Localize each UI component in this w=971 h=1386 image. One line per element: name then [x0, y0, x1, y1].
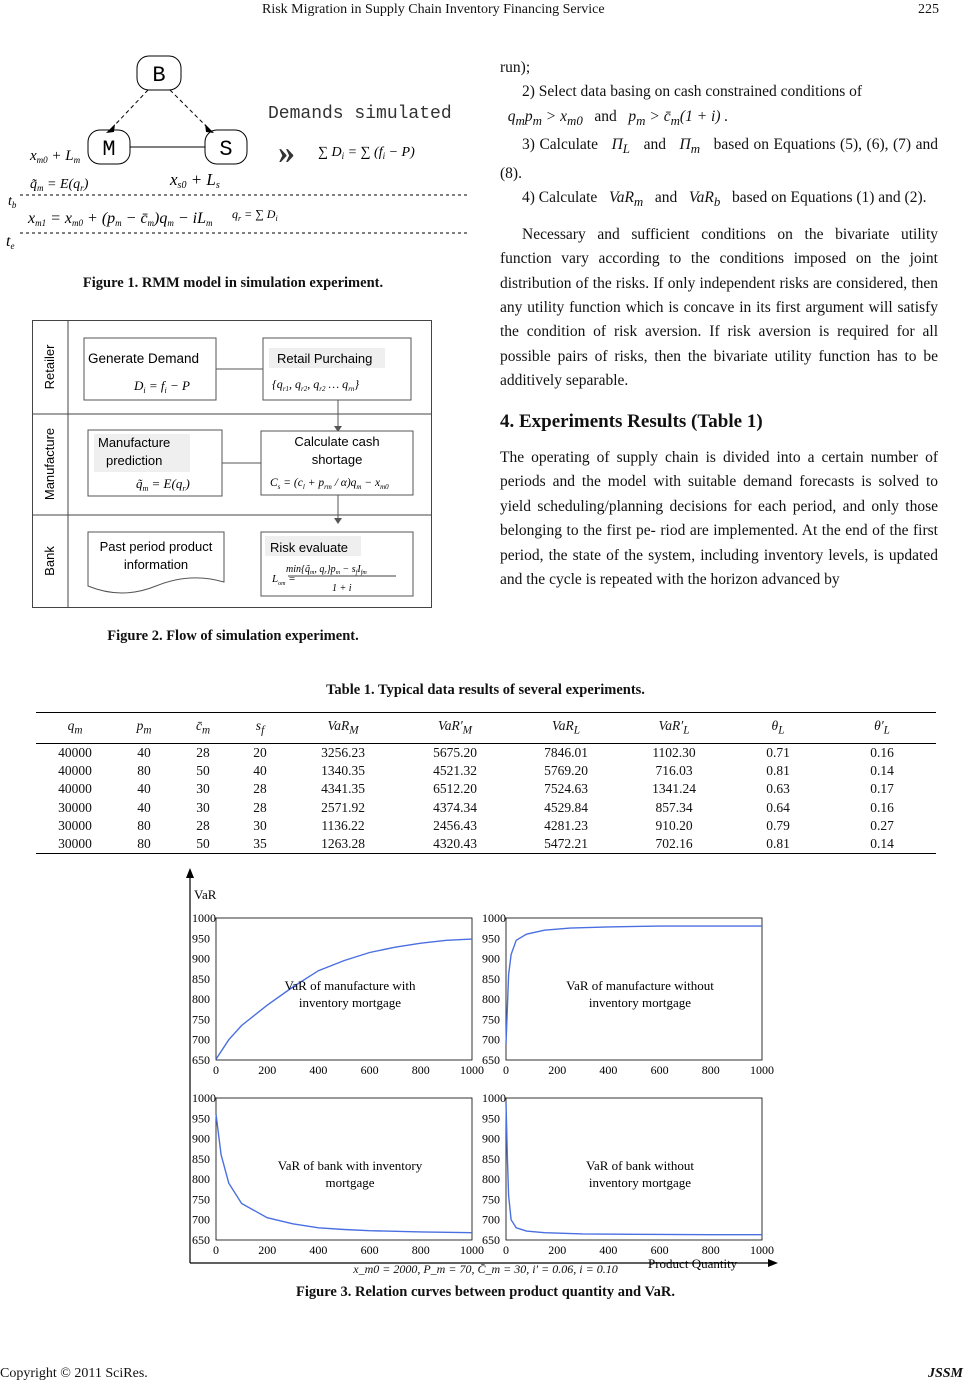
- paragraph-1: Necessary and sufficient conditions on the bivariate utility function vary according to the conditions imposed on the joint distribution of the risks. If only independent risks are considered, then any utility function which is concave in its first argument will satisfy the condition of risk aversion. If risk aversion is required for all possible pairs of risks, then the bivariate utility function has to be additively separable.: [500, 225, 938, 390]
- x-tick-label: 1000: [750, 1243, 774, 1257]
- calculate-cash-line2: shortage: [311, 452, 363, 467]
- y-axis-label: VaR: [194, 887, 217, 902]
- x-tick-label: 800: [411, 1243, 430, 1257]
- x-tick-label: 0: [503, 1063, 509, 1077]
- figure-1: [0, 48, 480, 268]
- cell: 80: [114, 835, 174, 854]
- table-header-row: [36, 713, 936, 744]
- step-2: 2) Select data basing on cash constrained conditions of: [522, 83, 863, 101]
- cell: 5675.20: [433, 744, 477, 760]
- cell: 0.64: [766, 799, 790, 815]
- figure-1-caption: Figure 1. RMM model in simulation experiment.: [82, 275, 384, 291]
- y-tick-label: 800: [192, 992, 210, 1007]
- retail-purchasing-formula: {$q_{r1}$, $q_{r2}$, $q_{r2}$ … $q_{rn}$}: [272, 377, 360, 393]
- cell: 28: [253, 781, 267, 797]
- y-tick-label: 850: [192, 1151, 210, 1166]
- x-tick-label: 600: [650, 1243, 669, 1257]
- x-tick-label: 0: [213, 1063, 219, 1077]
- x-tick-label: 0: [503, 1243, 509, 1257]
- x-tick-label: 1000: [460, 1063, 484, 1077]
- col-theta-prime: $\theta'_L$: [828, 713, 936, 744]
- col-theta: $\theta_L$: [728, 713, 828, 744]
- formula-qm: $q̃_m = E(q_r)$: [30, 177, 89, 193]
- cell: 40: [137, 781, 151, 797]
- cell: 2456.43: [433, 817, 477, 833]
- panel-label-line1: VaR of bank without: [586, 1158, 694, 1173]
- col-qm: $q_m$: [36, 713, 114, 744]
- cell: 40000: [58, 744, 92, 760]
- panel-label-line2: inventory mortgage: [298, 995, 402, 1010]
- node-b: B: [152, 63, 166, 88]
- y-tick-label: 850: [482, 1151, 500, 1166]
- y-tick-label: 700: [192, 1212, 210, 1227]
- y-tick-label: 700: [482, 1032, 500, 1047]
- demands-simulated-label: Demands simulated: [268, 104, 452, 124]
- cell: 910.20: [655, 817, 693, 833]
- generate-demand-label: Generate Demand: [88, 351, 200, 366]
- step-3-b: based on Equations (5), (6), (7) and (8).: [500, 136, 938, 182]
- edge-b-s: [170, 90, 208, 128]
- cell: 40: [253, 762, 267, 778]
- y-tick-label: 650: [192, 1053, 210, 1067]
- table-row: [36, 743, 936, 762]
- double-chevron-icon: »: [278, 134, 295, 171]
- y-tick-label: 700: [192, 1032, 210, 1047]
- x-tick-label: 800: [701, 1243, 720, 1257]
- running-header: [0, 2, 971, 22]
- cell: 30: [253, 817, 267, 833]
- past-period-line2: information: [123, 557, 189, 572]
- y-tick-label: 950: [482, 931, 500, 946]
- cell: 80: [137, 817, 151, 833]
- cell: 3256.23: [321, 744, 365, 760]
- cell: 4341.35: [321, 781, 365, 797]
- formula-qr: $q_r$ = ∑ $D_i$: [232, 207, 278, 223]
- table-1: [36, 712, 936, 854]
- risk-evaluate-lhs: $L_{om}$ =: [272, 573, 296, 587]
- x-tick-label: 200: [258, 1063, 277, 1077]
- cell: 4529.84: [544, 799, 588, 815]
- cell: 6512.20: [433, 781, 477, 797]
- footer-journal: JSSM: [927, 1366, 963, 1381]
- cell: 0.16: [870, 744, 894, 760]
- y-tick-label: 1000: [482, 911, 506, 925]
- calculate-cash-line1: Calculate cash: [294, 434, 380, 449]
- step-3-a: 3) Calculate: [522, 136, 598, 154]
- cell: 30: [196, 781, 210, 797]
- and-3: and: [654, 189, 678, 207]
- y-tick-label: 1000: [482, 1091, 506, 1105]
- y-tick-label: 950: [192, 931, 210, 946]
- running-title: Risk Migration in Supply Chain Inventory Financing Service: [262, 2, 605, 17]
- cell: 857.34: [655, 799, 693, 815]
- figure-3-caption-text: Figure 3. Relation curves between product quantity and VaR.: [296, 1284, 675, 1300]
- cell: 40: [137, 799, 151, 815]
- y-tick-label: 800: [482, 1172, 500, 1187]
- text-run: run);: [500, 59, 531, 76]
- x-tick-label: 400: [309, 1243, 328, 1257]
- paragraph-2: The operating of supply chain is divided into a certain number of periods and the model with suitable demand forecasts is solved to yield scheduling/planning decisions for each period, and only those belonging to the first pe- riod are implemented. At the end of the first period, the state of the system, including inventory levels, is updated and the cycle is repeated with the horizon advanced by: [500, 448, 938, 588]
- arrow-head: [334, 518, 342, 524]
- cell: 30: [196, 799, 210, 815]
- and-1: and: [594, 107, 617, 125]
- cell: 1340.35: [321, 762, 365, 778]
- cell: 0.14: [870, 762, 894, 778]
- panels: [192, 911, 774, 1257]
- risk-evaluate-denominator: 1 + i: [332, 583, 352, 594]
- manufacture-prediction-formula: $q̃_m = E(q_r)$: [136, 476, 190, 493]
- x-tick-label: 1000: [750, 1063, 774, 1077]
- col-varl-prime: $VaR'_L$: [620, 713, 728, 744]
- cell: 80: [137, 762, 151, 778]
- y-tick-label: 750: [482, 1012, 500, 1027]
- y-tick-label: 900: [482, 1131, 500, 1146]
- cell: 28: [196, 744, 210, 760]
- x-tick-label: 0: [213, 1243, 219, 1257]
- cell: 5472.21: [512, 835, 620, 854]
- figure-3-caption: [0, 1284, 971, 1301]
- cell: 0.81: [766, 762, 790, 778]
- cell: 20: [253, 744, 267, 760]
- table-1-caption: Table 1. Typical data results of several experiments.: [326, 682, 645, 698]
- cell: 28: [196, 817, 210, 833]
- and-2: and: [643, 136, 666, 154]
- figure-2: [32, 320, 434, 610]
- cell: 30000: [58, 817, 92, 833]
- x-tick-label: 600: [650, 1063, 669, 1077]
- cell: 30000: [36, 835, 114, 854]
- cell: 1341.24: [652, 781, 696, 797]
- y-tick-label: 750: [482, 1192, 500, 1207]
- cell: 0.79: [766, 817, 790, 833]
- cell: 716.03: [655, 762, 693, 778]
- panel-label-line1: VaR of manufacture with: [284, 978, 416, 993]
- y-axis-arrow: [186, 868, 194, 878]
- arrow-head: [205, 124, 214, 133]
- y-tick-label: 750: [192, 1192, 210, 1207]
- cell: 40: [137, 744, 151, 760]
- x-tick-label: 1000: [460, 1243, 484, 1257]
- step-4: 4) Calculate VaR$_m$ and VaR$_b$ based on Equations (1) and (2).: [522, 189, 927, 210]
- generate-demand-formula: $D_i = f_i - P$: [134, 378, 190, 395]
- node-s: S: [219, 137, 233, 162]
- y-tick-label: 650: [482, 1233, 500, 1247]
- y-tick-label: 950: [482, 1111, 500, 1126]
- y-tick-label: 800: [192, 1172, 210, 1187]
- x-tick-label: 600: [360, 1063, 379, 1077]
- cell: 4281.23: [544, 817, 588, 833]
- cell: 40000: [58, 781, 92, 797]
- x-tick-label: 200: [258, 1243, 277, 1257]
- cell: 7846.01: [544, 744, 588, 760]
- manufacture-prediction-line1: Manufacture: [98, 435, 171, 450]
- x-tick-label: 800: [701, 1063, 720, 1077]
- cell: 1263.28: [288, 835, 398, 854]
- y-tick-label: 1000: [192, 1091, 216, 1105]
- table-row: [36, 799, 936, 817]
- cell: 4521.32: [433, 762, 477, 778]
- cell: 0.17: [870, 781, 894, 797]
- panel-label-line2: inventory mortgage: [588, 1175, 692, 1190]
- cell: 2571.92: [321, 799, 365, 815]
- step-4-b: based on Equations (1) and (2).: [731, 189, 927, 207]
- x-tick-label: 400: [309, 1063, 328, 1077]
- past-period-line1: Past period product: [99, 539, 213, 554]
- cell: 30000: [58, 799, 92, 815]
- section-heading: 4. Experiments Results (Table 1): [500, 410, 763, 432]
- step-4-a: 4) Calculate: [522, 189, 598, 207]
- x-tick-label: 400: [599, 1063, 618, 1077]
- table-row: [36, 817, 936, 835]
- cell: 50: [196, 762, 210, 778]
- x-tick-label: 800: [411, 1063, 430, 1077]
- cell: 4374.34: [433, 799, 477, 815]
- arrow-head: [106, 124, 115, 133]
- te-label: te: [6, 233, 15, 251]
- cell: 1136.22: [321, 817, 365, 833]
- cell: 0.16: [870, 799, 894, 815]
- cell: 50: [174, 835, 232, 854]
- cell: 1102.30: [652, 744, 696, 760]
- figure-2-caption: Figure 2. Flow of simulation experiment.: [107, 628, 359, 644]
- y-tick-label: 650: [482, 1053, 500, 1067]
- formula-xs0-ls: xs0 + Ls: [170, 170, 220, 191]
- panel-label-line1: VaR of bank with inventory: [277, 1158, 423, 1173]
- y-tick-label: 900: [192, 951, 210, 966]
- tb-label: $t_b$: [8, 194, 17, 210]
- col-pm: $p_m$: [114, 713, 174, 744]
- cell: 0.81: [728, 835, 828, 854]
- y-tick-label: 800: [482, 992, 500, 1007]
- cell: 0.63: [766, 781, 790, 797]
- col-varm: VaR$_M$: [288, 713, 398, 744]
- x-tick-label: 200: [548, 1063, 567, 1077]
- formula-xm1: xm1 = xm0 + (pm − c̄m)qm − iLm: [28, 210, 213, 228]
- figure-3: [170, 868, 790, 1278]
- x-tick-label: 200: [548, 1243, 567, 1257]
- y-tick-label: 1000: [192, 911, 216, 925]
- lane-retailer: Retailer: [42, 344, 57, 390]
- x-tick-label: 600: [360, 1243, 379, 1257]
- y-tick-label: 950: [192, 1111, 210, 1126]
- col-varl: VaR$_L$: [512, 713, 620, 744]
- figure-3-params: x_m0 = 2000, P_m = 70, C̄_m = 30, i′ = 0.06, i = 0.10: [353, 1262, 618, 1276]
- demand-sum-formula: ∑ $D_i$ = ∑ $(f_i - P)$: [318, 145, 415, 161]
- panel-label-line1: VaR of manufacture without: [566, 978, 714, 993]
- footer-copyright: Copyright © 2011 SciRes.: [0, 1366, 148, 1381]
- page-number: 225: [918, 2, 939, 17]
- cell: 7524.63: [544, 781, 588, 797]
- col-sf: $s_f$: [232, 713, 288, 744]
- step-2-conditions: $q_mp_m > x_{m0}$ and $p_m$ > $c̄_m(1 + i)$ .: [500, 107, 729, 128]
- table-row: [36, 780, 936, 798]
- y-tick-label: 650: [192, 1233, 210, 1247]
- node-m: M: [102, 137, 116, 162]
- cell: 702.16: [620, 835, 728, 854]
- lane-manufacture: Manufacture: [42, 427, 57, 501]
- y-tick-label: 750: [192, 1012, 210, 1027]
- cell: 35: [232, 835, 288, 854]
- cell: 4320.43: [398, 835, 512, 854]
- retail-purchasing-label: Retail Purchaing: [277, 351, 373, 366]
- panel-label-line2: mortgage: [325, 1175, 375, 1190]
- y-tick-label: 900: [482, 951, 500, 966]
- formula-xm0-lm: $x_{m0} + L_m$: [30, 148, 81, 165]
- y-tick-label: 700: [482, 1212, 500, 1227]
- y-tick-label: 850: [482, 971, 500, 986]
- col-cm: $c̄_m$: [174, 713, 232, 744]
- risk-evaluate-label: Risk evaluate: [270, 540, 349, 555]
- col-varm-prime: $VaR'_M$: [398, 713, 512, 744]
- cell: 0.27: [870, 817, 894, 833]
- calculate-cash-formula: $C_s = (c_l + p_{rm} / \alpha)q_m - x_{m0}$: [270, 477, 389, 491]
- table-row: [36, 762, 936, 780]
- x-axis-label: Product Quantity: [648, 1256, 738, 1271]
- x-tick-label: 400: [599, 1243, 618, 1257]
- cell: 0.14: [828, 835, 936, 854]
- y-tick-label: 900: [192, 1131, 210, 1146]
- step-3: 3) Calculate $\Pi_L$ and $\Pi_m$ based on Equations (5), (6), (7) and (8).: [500, 136, 938, 182]
- cell: 0.71: [766, 744, 790, 760]
- manufacture-prediction-line2: prediction: [106, 453, 163, 468]
- cell: 5769.20: [544, 762, 588, 778]
- cell: 40000: [58, 762, 92, 778]
- y-tick-label: 850: [192, 971, 210, 986]
- lane-bank: Bank: [42, 546, 57, 576]
- cell: 28: [253, 799, 267, 815]
- right-column: [500, 56, 938, 592]
- panel-label-line2: inventory mortgage: [588, 995, 692, 1010]
- risk-evaluate-numerator: $\min\{q̃_m$, $q_r\}p_m - s_fI_{fm}$: [286, 564, 367, 576]
- edge-b-m: [112, 90, 148, 128]
- table-row: [36, 835, 936, 854]
